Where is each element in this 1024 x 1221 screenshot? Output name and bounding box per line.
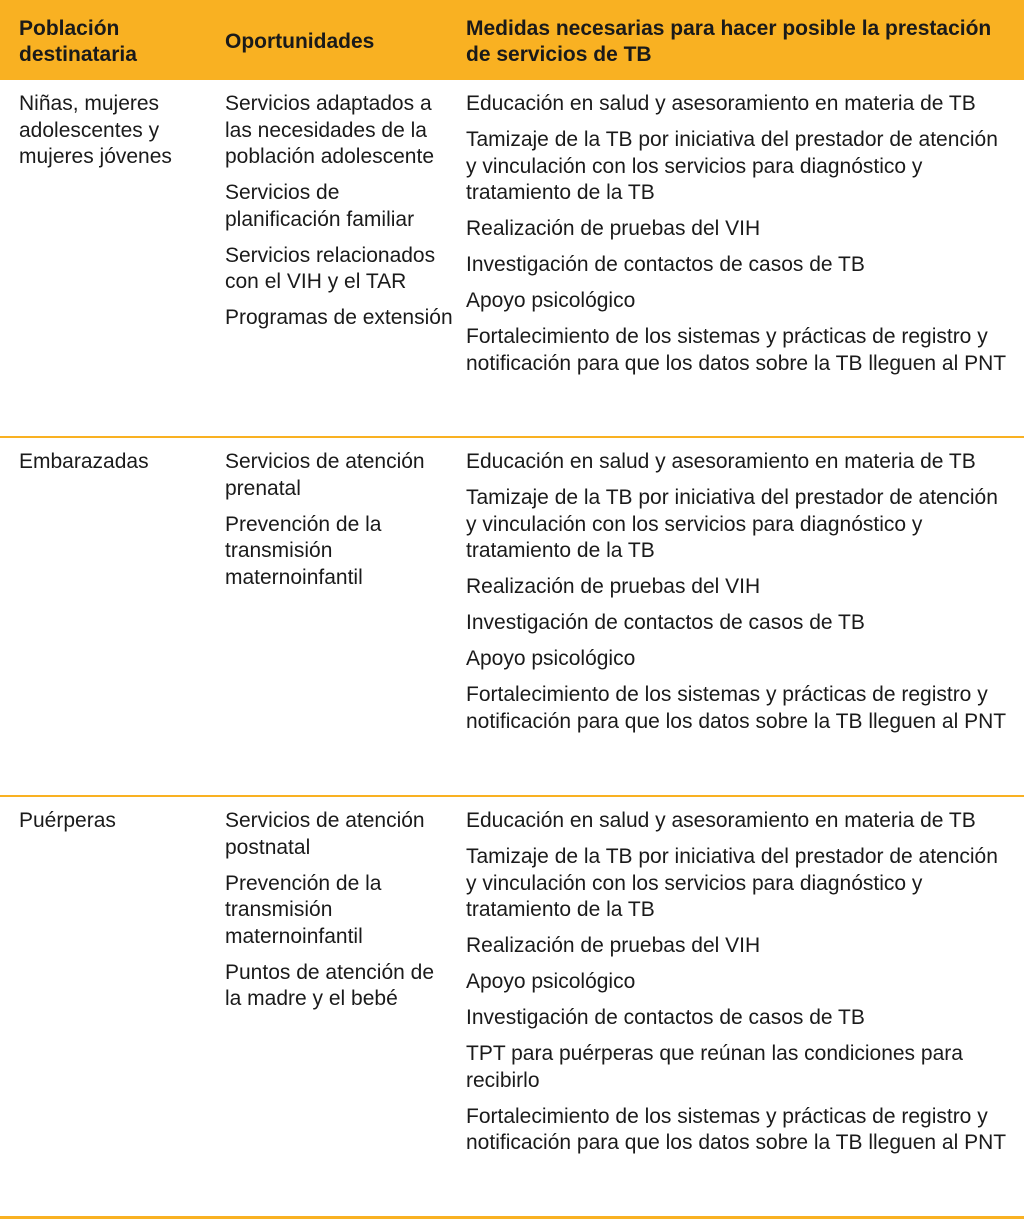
opportunities-cell <box>225 91 466 436</box>
measure-item: Realización de pruebas del VIH <box>466 934 761 957</box>
population-label: Embarazadas <box>19 450 149 473</box>
measure-item: Apoyo psicológico <box>466 647 636 670</box>
measure-item: Fortalecimiento de los sistemas y prácticas de registro y notificación para que los datos sobre la TB lleguen al PNT <box>466 1104 1007 1154</box>
opportunity-item: Programas de extensión <box>225 306 453 329</box>
measure-item: Tamizaje de la TB por iniciativa del prestador de atención y vinculación con los servicios para diagnóstico y tratamiento de la TB <box>466 845 998 921</box>
measure-item: Educación en salud y asesoramiento en materia de TB <box>466 450 976 473</box>
measure-item: Fortalecimiento de los sistemas y prácticas de registro y notificación para que los datos sobre la TB lleguen al PNT <box>466 683 1007 733</box>
opportunities-cell <box>225 808 466 1216</box>
population-cell <box>0 91 225 436</box>
measure-item: Investigación de contactos de casos de TB <box>466 1006 865 1029</box>
table-header <box>0 0 1024 80</box>
table-row <box>0 438 1024 797</box>
header-population: Población destinataria <box>19 17 137 66</box>
opportunities-cell <box>225 449 466 795</box>
measure-item: Fortalecimiento de los sistemas y prácticas de registro y notificación para que los datos sobre la TB lleguen al PNT <box>466 325 1007 375</box>
header-measures: Medidas necesarias para hacer posible la prestación de servicios de TB <box>466 17 992 66</box>
measures-cell <box>466 449 1024 795</box>
measure-item: Investigación de contactos de casos de TB <box>466 611 865 634</box>
opportunity-item: Prevención de la transmisión maternoinfantil <box>225 512 382 589</box>
opportunity-item: Servicios de atención prenatal <box>225 450 425 500</box>
measure-item: Realización de pruebas del VIH <box>466 575 761 598</box>
opportunity-item: Puntos de atención de la madre y el bebé <box>225 960 434 1010</box>
measure-item: Apoyo psicológico <box>466 970 636 993</box>
opportunity-item: Servicios relacionados con el VIH y el TAR <box>225 243 436 293</box>
opportunity-item: Servicios de planificación familiar <box>225 181 415 231</box>
measure-item: Tamizaje de la TB por iniciativa del prestador de atención y vinculación con los servicios para diagnóstico y tratamiento de la TB <box>466 128 998 204</box>
population-label: Puérperas <box>19 809 116 832</box>
measure-item: Educación en salud y asesoramiento en materia de TB <box>466 809 976 832</box>
measure-item: Apoyo psicológico <box>466 289 636 312</box>
table-row <box>0 797 1024 1219</box>
opportunity-item: Servicios de atención postnatal <box>225 809 425 859</box>
opportunity-item: Servicios adaptados a las necesidades de la población adolescente <box>225 92 434 168</box>
measures-cell <box>466 808 1024 1216</box>
population-cell <box>0 449 225 795</box>
measure-item: Educación en salud y asesoramiento en materia de TB <box>466 92 976 115</box>
opportunity-item: Prevención de la transmisión maternoinfantil <box>225 871 382 948</box>
measure-item: Tamizaje de la TB por iniciativa del prestador de atención y vinculación con los servicios para diagnóstico y tratamiento de la TB <box>466 486 998 562</box>
measure-item: Investigación de contactos de casos de TB <box>466 253 865 276</box>
measure-item: TPT para puérperas que reúnan las condiciones para recibirlo <box>466 1042 963 1092</box>
measure-item: Realización de pruebas del VIH <box>466 217 761 240</box>
measures-cell <box>466 91 1024 436</box>
table-row <box>0 80 1024 438</box>
header-opportunities: Oportunidades <box>225 30 375 53</box>
population-cell <box>0 808 225 1216</box>
population-label: Niñas, mujeres adolescentes y mujeres jóvenes <box>19 92 172 168</box>
